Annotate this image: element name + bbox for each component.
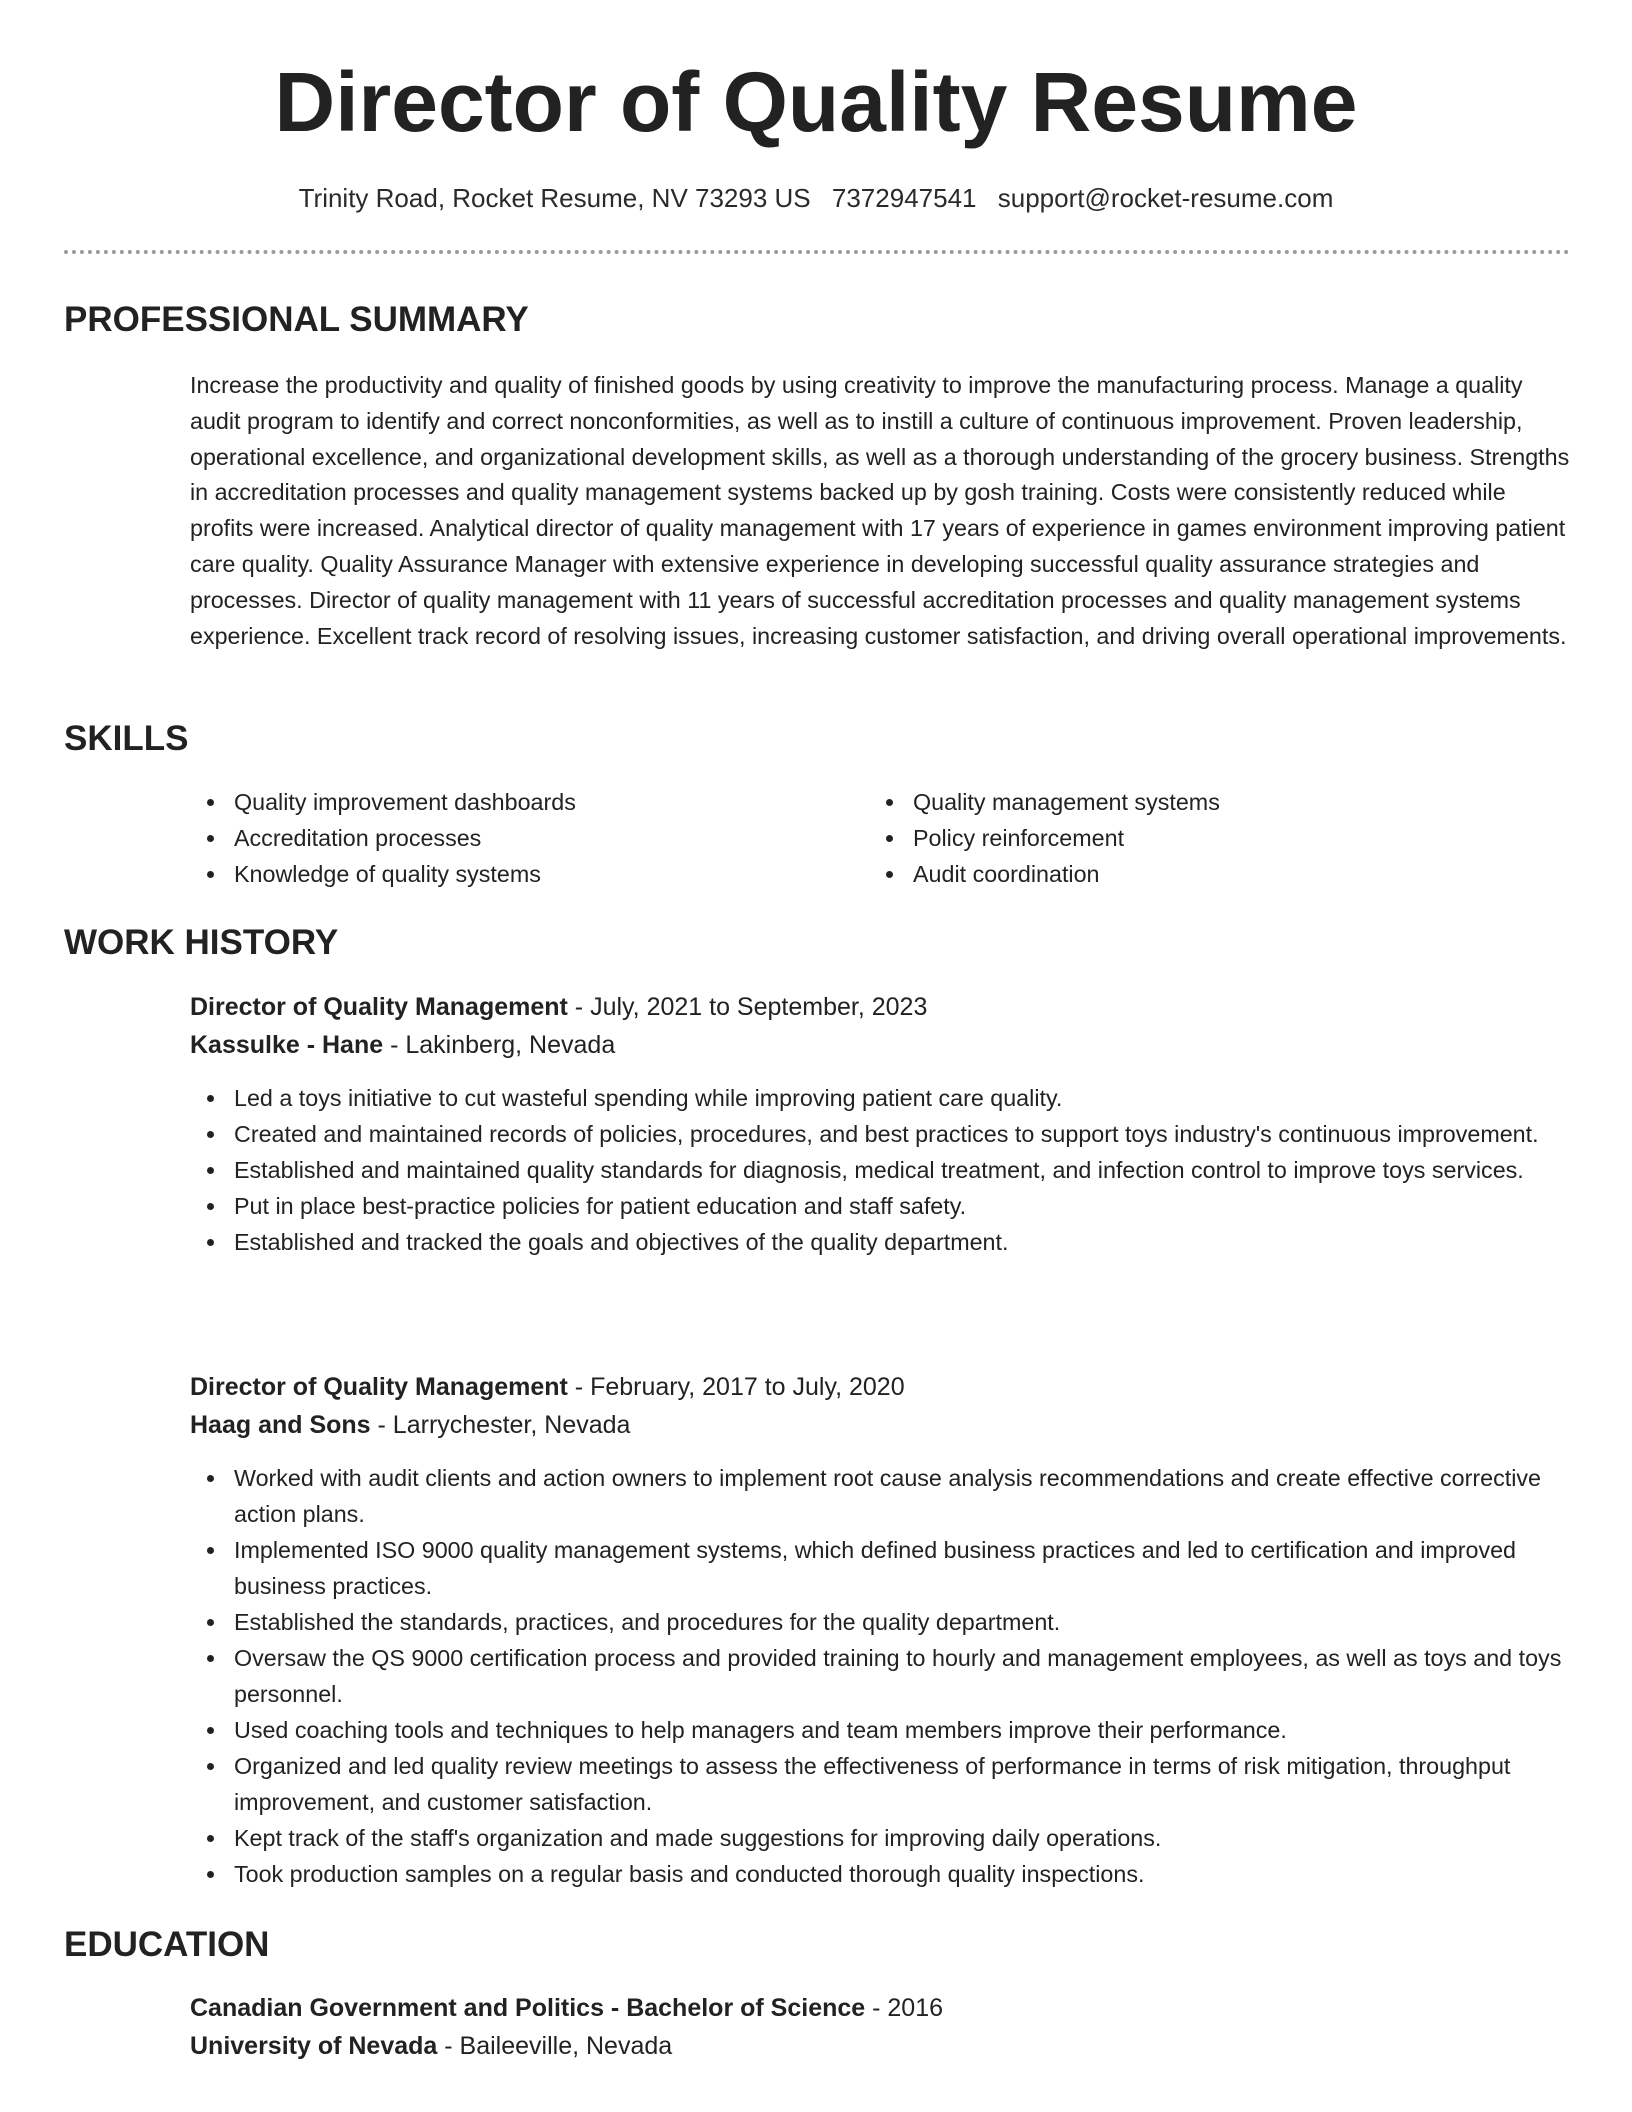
job-company-line [190,1026,1570,1064]
job-bullet: Established and maintained quality standards for diagnosis, medical treatment, and infection control to improve toys services. [190,1152,1570,1188]
contact-address: Trinity Road, Rocket Resume, NV 73293 US [298,183,811,213]
skill-item: Policy reinforcement [869,820,1509,856]
job-title-line [190,988,1570,1026]
job-bullet: Took production samples on a regular basis and conducted thorough quality inspections. [190,1856,1570,1892]
job-bullet: Kept track of the staff's organization and made suggestions for improving daily operations. [190,1820,1570,1856]
skill-item: Audit coordination [869,856,1509,892]
job-bullets [190,1460,1570,1892]
job-location: - Lakinberg, Nevada [383,1031,616,1059]
work-history-heading: WORK HISTORY [64,923,339,962]
job-bullet: Established the standards, practices, and procedures for the quality department. [190,1604,1570,1640]
education-entry [190,1989,1570,2065]
education-degree-line [190,1989,1570,2027]
job-bullet: Created and maintained records of policies, procedures, and best practices to support toys industry's continuous improvement. [190,1116,1570,1152]
job-title-line [190,1368,1570,1406]
skills-list-left [190,784,830,892]
contact-phone[interactable]: 7372947541 [831,183,977,213]
job-bullet: Used coaching tools and techniques to help managers and team members improve their performance. [190,1712,1570,1748]
summary-heading: PROFESSIONAL SUMMARY [64,300,529,339]
skills-list-right [869,784,1509,892]
skills-heading: SKILLS [64,719,189,758]
job-title: Director of Quality Management [190,993,568,1021]
job-bullet: Implemented ISO 9000 quality management systems, which defined business practices and led to certification and improved business practices. [190,1532,1570,1604]
job-company: Kassulke - Hane [190,1031,384,1059]
job-company: Haag and Sons [190,1411,371,1439]
job-entry [190,1368,1570,1892]
job-bullet: Oversaw the QS 9000 certification process and provided training to hourly and management employees, as well as toys and toys personnel. [190,1640,1570,1712]
job-bullets [190,1080,1570,1260]
education-year: - 2016 [865,1994,944,2022]
contact-line [0,180,1632,216]
education-location: - Baileeville, Nevada [437,2032,673,2060]
skill-item: Quality improvement dashboards [190,784,830,820]
education-school: University of Nevada [190,2032,438,2060]
education-heading: EDUCATION [64,1925,270,1964]
job-bullet: Worked with audit clients and action owners to implement root cause analysis recommendations and create effective corrective action plans. [190,1460,1570,1532]
job-company-line [190,1406,1570,1444]
header-divider [64,250,1570,254]
job-bullet: Established and tracked the goals and objectives of the quality department. [190,1224,1570,1260]
job-title: Director of Quality Management [190,1373,568,1401]
summary-text: Increase the productivity and quality of finished goods by using creativity to improve the manufacturing process. Manage a quality audit program to identify and correct nonconformities, as well as to instill a culture of continuous improvement. Proven leadership, operational excellence, and organizational development skills, as well as a thorough understanding of the grocery business. Strengths in accreditation processes and quality management systems backed up by gosh training. Costs were consistently reduced while profits were increased. Analytical director of quality management with 17 years of experience in games environment improving patient care quality. Quality Assurance Manager with extensive experience in developing successful quality assurance strategies and processes. Director of quality management with 11 years of successful accreditation processes and quality management systems experience. Excellent track record of resolving issues, increasing customer satisfaction, and driving overall operational improvements. [190,372,1570,649]
job-location: - Larrychester, Nevada [370,1411,631,1439]
education-degree: Canadian Government and Politics - Bachelor of Science [190,1994,866,2022]
job-dates: - July, 2021 to September, 2023 [567,993,928,1021]
resume-title: Director of Quality Resume [274,55,1358,149]
job-entry [190,988,1570,1260]
job-bullet: Put in place best-practice policies for patient education and staff safety. [190,1188,1570,1224]
contact-email[interactable]: support@rocket-resume.com [997,183,1334,213]
job-dates: - February, 2017 to July, 2020 [567,1373,905,1401]
job-bullet: Led a toys initiative to cut wasteful spending while improving patient care quality. [190,1080,1570,1116]
education-school-line [190,2027,1570,2065]
skill-item: Quality management systems [869,784,1509,820]
skill-item: Knowledge of quality systems [190,856,830,892]
job-bullet: Organized and led quality review meetings to assess the effectiveness of performance in terms of risk mitigation, throughput improvement, and customer satisfaction. [190,1748,1570,1820]
skill-item: Accreditation processes [190,820,830,856]
